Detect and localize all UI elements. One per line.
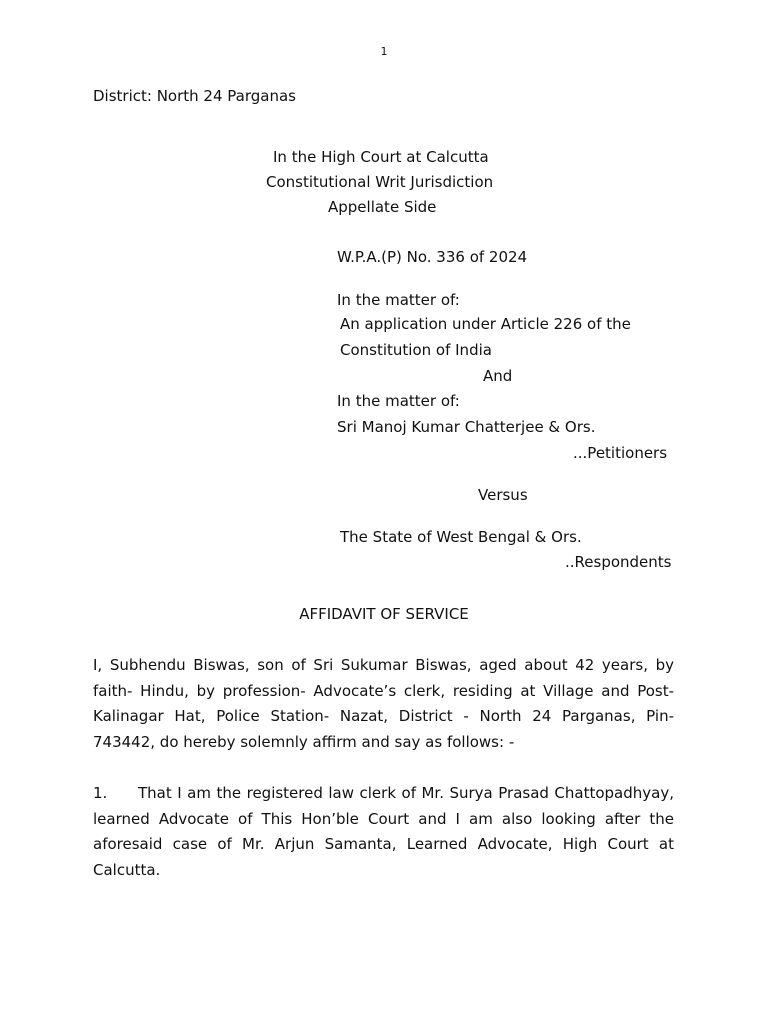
respondent-role: ..Respondents bbox=[565, 553, 672, 571]
matter1-line2: Constitution of India bbox=[340, 341, 492, 359]
paragraph-1 bbox=[93, 781, 674, 884]
matter2-heading: In the matter of: bbox=[337, 392, 460, 410]
intro-paragraph: I, Subhendu Biswas, son of Sri Sukumar Biswas, aged about 42 years, by faith- Hindu, by profession- Advocate’s clerk, residing at Village and Post- Kalinagar Hat, Police Station- Nazat, District - North 24 Parganas, Pin- 743442, do hereby solemnly affirm and say as follows: - bbox=[93, 656, 674, 752]
petitioner-party: Sri Manoj Kumar Chatterjee & Ors. bbox=[337, 418, 596, 436]
paragraph-1-number: 1. bbox=[93, 784, 108, 802]
affidavit-title: AFFIDAVIT OF SERVICE bbox=[299, 605, 469, 623]
respondent-party: The State of West Bengal & Ors. bbox=[340, 528, 582, 546]
court-name: In the High Court at Calcutta bbox=[273, 148, 489, 166]
case-number: W.P.A.(P) No. 336 of 2024 bbox=[337, 248, 528, 266]
petitioner-role: ...Petitioners bbox=[573, 444, 668, 462]
versus: Versus bbox=[478, 486, 528, 504]
district-line: District: North 24 Parganas bbox=[93, 87, 296, 105]
paragraph-1-text: That I am the registered law clerk of Mr. Surya Prasad Chattopadhyay, learned Advocate of This Hon’ble Court and I am also looking after the aforesaid case of Mr. Arjun Samanta, Learned Advocate, High Court at Calcutta. bbox=[93, 784, 674, 880]
and-connector: And bbox=[483, 367, 513, 385]
matter1-heading: In the matter of: bbox=[337, 291, 460, 309]
court-side: Appellate Side bbox=[328, 198, 437, 216]
court-jurisdiction: Constitutional Writ Jurisdiction bbox=[266, 173, 494, 191]
matter1-line1: An application under Article 226 of the bbox=[340, 315, 631, 333]
page-number: 1 bbox=[380, 45, 388, 58]
